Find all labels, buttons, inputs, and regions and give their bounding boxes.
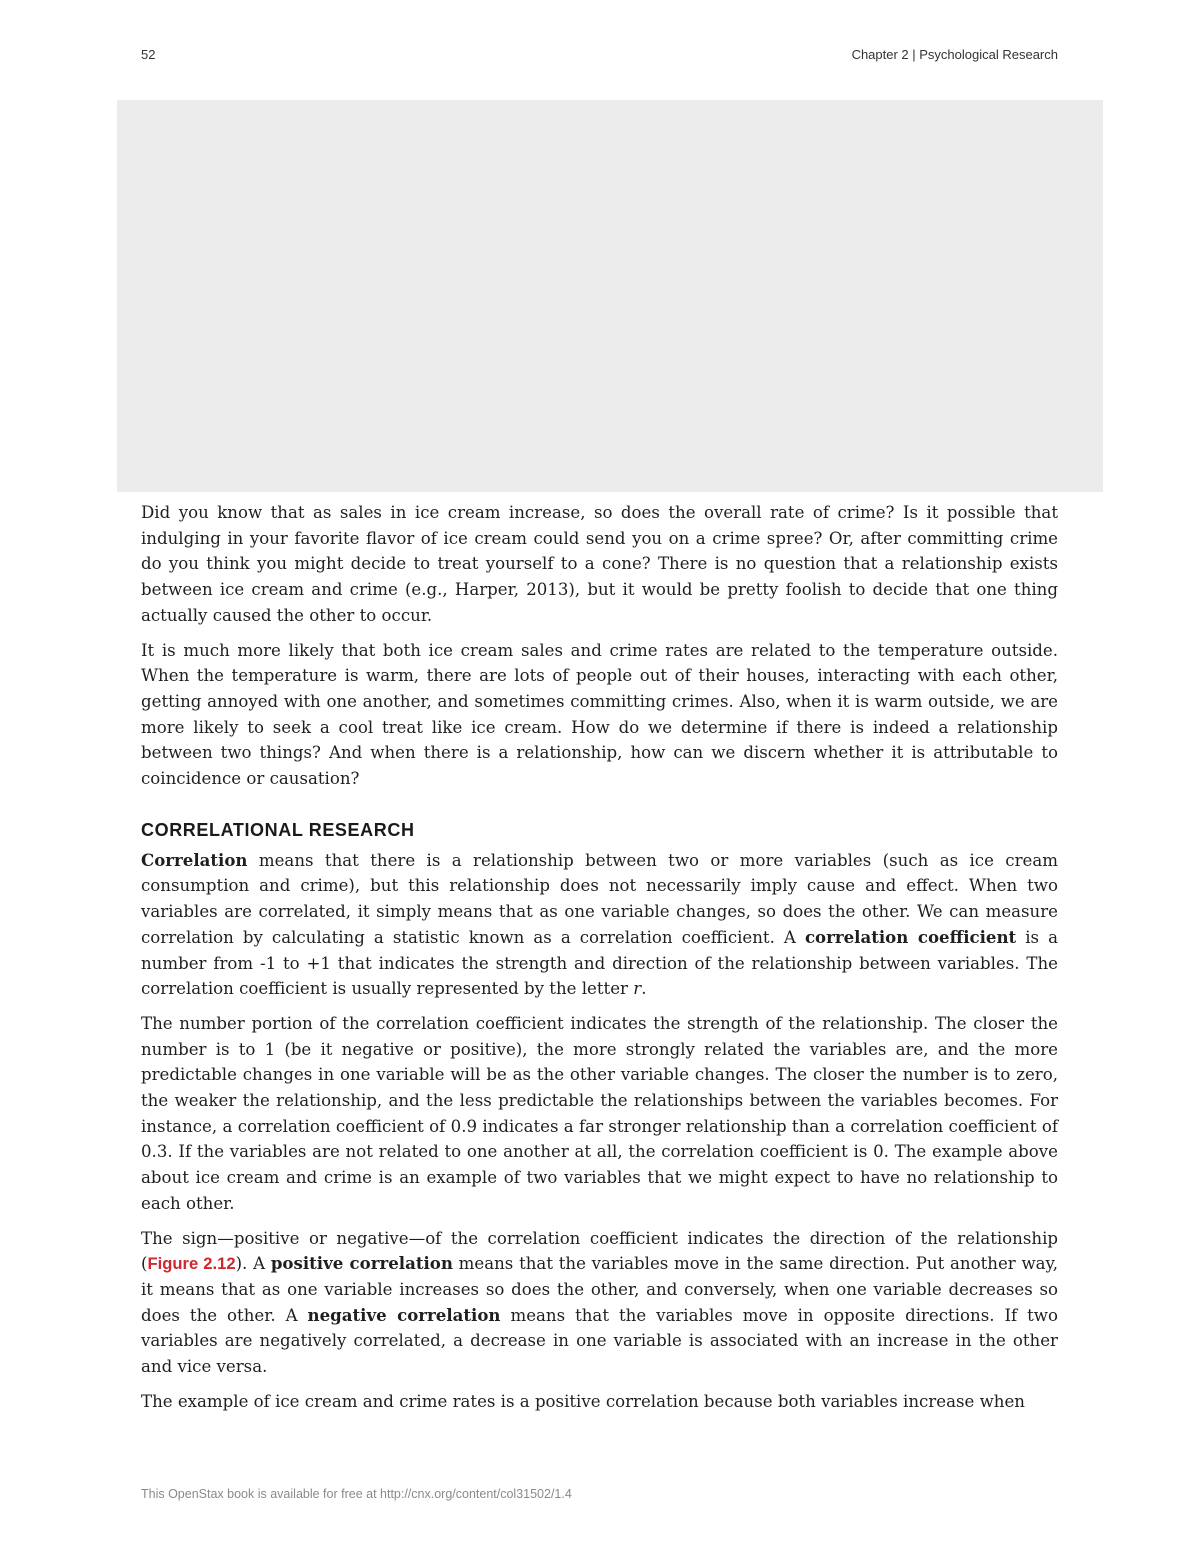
page-header	[141, 47, 1058, 67]
term-positive-correlation: positive correlation	[270, 1253, 453, 1274]
figure-image-placeholder	[117, 100, 1103, 492]
intro-paragraph-1: Did you know that as sales in ice cream increase, so does the overall rate of crime? Is it possible that indulging in your favorite flavor of ice cream could send you on a crime spree? Or, after committing crime do you think you might decide to treat yourself to a cone? There is no question that a relationship exists between ice cream and crime (e.g., Harper, 2013), but it would be pretty foolish to decide that one thing actually caused the other to occur.	[141, 503, 1058, 625]
page-footer: This OpenStax book is available for free at http://cnx.org/content/col31502/1.4	[141, 1487, 572, 1501]
letter-r: r	[633, 979, 642, 999]
term-correlation: Correlation	[141, 849, 248, 870]
intro-paragraph-2: It is much more likely that both ice cream sales and crime rates are related to the temperature outside. When the temperature is warm, there are lots of people out of their houses, interacting with each other, getting annoyed with one another, and sometimes committing crimes. Also, when it is warm outside, we are more likely to seek a cool treat like ice cream. How do we determine if there is indeed a relationship between two things? And when there is a relationship, how can we discern whether it is attributable to coincidence or causation?	[141, 640, 1058, 789]
term-negative-correlation: negative correlation	[307, 1304, 501, 1325]
correlation-paragraph: Correlation means that there is a relationship between two or more variables (such as ice cream consumption and crime), but this relationship does not necessarily imply cause and effect. When two variables are correlated, it simply means that as one variable changes, so does the other. We can measure correlation by calculating a statistic known as a correlation coefficient. A correlation coefficient is a number from -1 to +1 that indicates the strength and direction of the relationship between variables. The correlation coefficient is usually represented by the letter r.	[141, 849, 1058, 999]
term-correlation-coefficient: correlation coefficient	[804, 926, 1017, 947]
section-heading: CORRELATIONAL RESEARCH	[141, 819, 415, 840]
example-paragraph: The example of ice cream and crime rates is a positive correlation because both variables increase when	[141, 1391, 1025, 1411]
main-content	[141, 500, 1058, 1424]
chapter-title: Chapter 2 | Psychological Research	[851, 47, 1058, 62]
page-number: 52	[141, 47, 156, 62]
direction-paragraph: The sign—positive or negative—of the correlation coefficient indicates the direction of the relationship (Figure 2.12). A positive correlation means that the variables move in the same direction. Put another way, it means that as one variable increases so does the other, and conversely, when one variable decreases so does the other. A negative correlation means that the variables move in opposite directions. If two variables are negatively correlated, a decrease in one variable is associated with an increase in the other and vice versa.	[141, 1228, 1058, 1377]
strength-paragraph: The number portion of the correlation coefficient indicates the strength of the relationship. The closer the number is to 1 (be it negative or positive), the more strongly related the variables are, and the more predictable changes in one variable will be as the other variable changes. The closer the number is to zero, the weaker the relationship, and the less predictable the relationships between the variables becomes. For instance, a correlation coefficient of 0.9 indicates a far stronger relationship than a correlation coefficient of 0.3. If the variables are not related to one another at all, the correlation coefficient is 0. The example above about ice cream and crime is an example of two variables that we might expect to have no relationship to each other.	[141, 1013, 1058, 1213]
figure-reference-link[interactable]: Figure 2.12	[147, 1254, 236, 1274]
